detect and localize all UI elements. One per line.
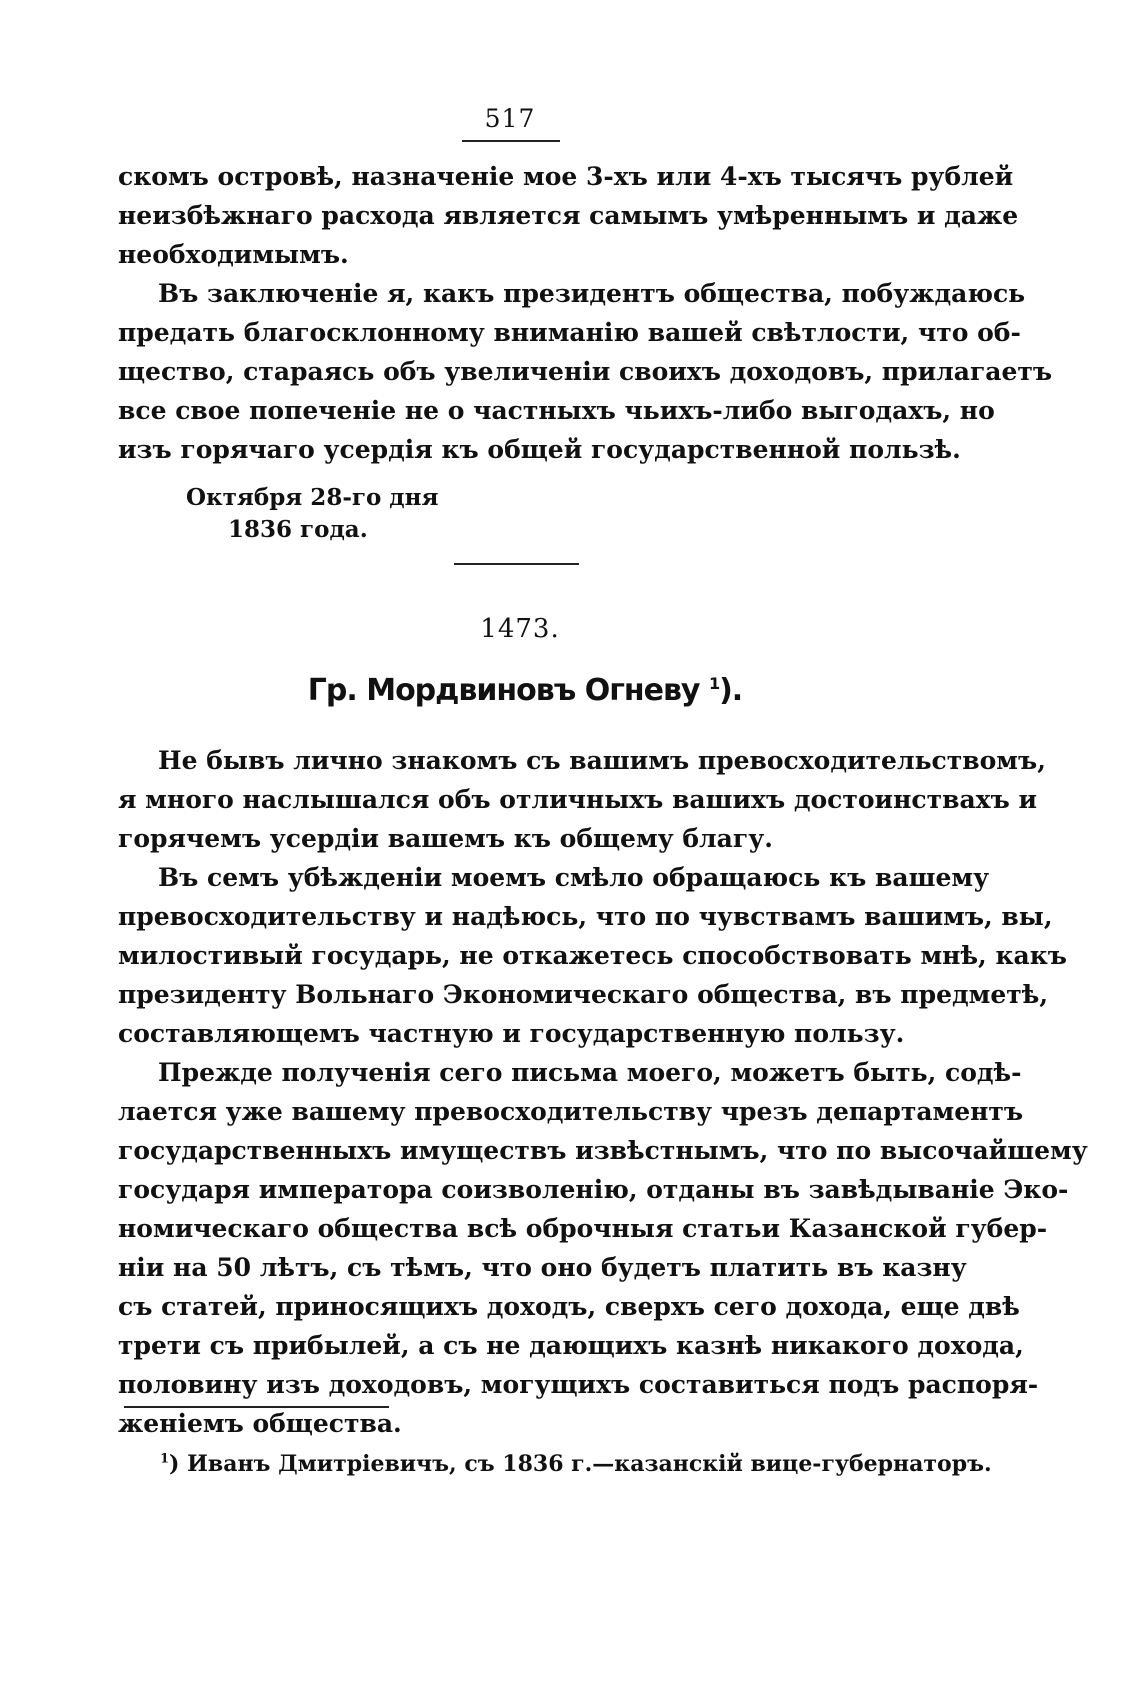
text-line: Въ семъ убѣжденіи моемъ смѣло обращаюсь къ вашему xyxy=(158,863,990,892)
text-line: трети съ прибылей, а съ не дающихъ казнѣ никакого дохода, xyxy=(118,1331,1024,1360)
text-line: я много наслышался объ отличныхъ вашихъ достоинствахъ и xyxy=(118,785,1038,814)
text-line: лается уже вашему превосходительству чрезъ департаментъ xyxy=(118,1097,1024,1126)
letter-paragraph-1 xyxy=(118,741,1046,858)
conclusion-paragraph xyxy=(118,274,1053,469)
letter-paragraph-3 xyxy=(118,1053,1088,1443)
text-line: превосходительству и надѣюсь, что по чувствамъ вашимъ, вы, xyxy=(118,902,1053,931)
text-line: съ статей, приносящихъ доходъ, сверхъ сего дохода, еще двѣ xyxy=(118,1292,1020,1321)
text-line: предать благосклонному вниманію вашей свѣтлости, что об- xyxy=(118,318,1021,347)
text-line: Прежде полученія сего письма моего, можетъ быть, содѣ- xyxy=(158,1058,1022,1087)
text-line: все свое попеченіе не о частныхъ чьихъ-либо выгодахъ, но xyxy=(118,396,995,425)
text-line: государя императора соизволенію, отданы въ завѣдываніе Эко- xyxy=(118,1175,1069,1204)
date-line-2: 1836 года. xyxy=(228,516,368,543)
text-line: президенту Вольнаго Экономическаго общества, въ предметѣ, xyxy=(118,980,1049,1009)
page-number: 517 xyxy=(484,104,536,133)
text-line: щество, стараясь объ увеличеніи своихъ доходовъ, прилагаетъ xyxy=(118,357,1053,386)
text-line: неизбѣжнаго расхода является самымъ умѣреннымъ и даже xyxy=(118,201,1019,230)
section-divider xyxy=(454,563,579,565)
text-line: необходимымъ. xyxy=(118,240,349,269)
continuation-paragraph xyxy=(118,157,1019,274)
text-line: изъ горячаго усердія къ общей государственной пользѣ. xyxy=(118,435,961,464)
text-line: милостивый государь, не откажетесь способствовать мнѣ, какъ xyxy=(118,941,1067,970)
date-line-1: Октября 28-го дня xyxy=(186,484,439,511)
page-number-rule xyxy=(462,140,560,142)
footnote xyxy=(160,1451,992,1477)
text-line: женіемъ общества. xyxy=(118,1409,402,1438)
text-line: ніи на 50 лѣтъ, съ тѣмъ, что оно будетъ платить въ казну xyxy=(118,1253,967,1282)
footnote-mark: 1 xyxy=(708,674,720,693)
footnote-text: ) Иванъ Дмитріевичъ, съ 1836 г.—казанскій вице-губернаторъ. xyxy=(169,1451,992,1477)
letter-title-text: Гр. Мордвиновъ Огневу xyxy=(307,673,700,708)
text-line: номическаго общества всѣ оброчныя статьи Казанской губер- xyxy=(118,1214,1048,1243)
text-line: скомъ островѣ, назначеніе мое 3-хъ или 4-хъ тысячъ рублей xyxy=(118,162,1014,191)
letter-title-close: ). xyxy=(719,673,743,708)
letter-number: 1473. xyxy=(480,614,560,644)
text-line: Въ заключеніе я, какъ президентъ общества, побуждаюсь xyxy=(158,279,1026,308)
footnote-divider xyxy=(124,1406,389,1408)
text-line: Не бывъ лично знакомъ съ вашимъ превосходительствомъ, xyxy=(158,746,1046,775)
text-line: горячемъ усердіи вашемъ къ общему благу. xyxy=(118,824,773,853)
letter-title xyxy=(260,673,790,708)
letter-paragraph-2 xyxy=(118,858,1067,1053)
text-line: половину изъ доходовъ, могущихъ составиться подъ распоря- xyxy=(118,1370,1039,1399)
footnote-mark: 1 xyxy=(160,1451,170,1467)
text-line: составляющемъ частную и государственную пользу. xyxy=(118,1019,905,1048)
text-line: государственныхъ имуществъ извѣстнымъ, что по высочайшему xyxy=(118,1136,1088,1165)
